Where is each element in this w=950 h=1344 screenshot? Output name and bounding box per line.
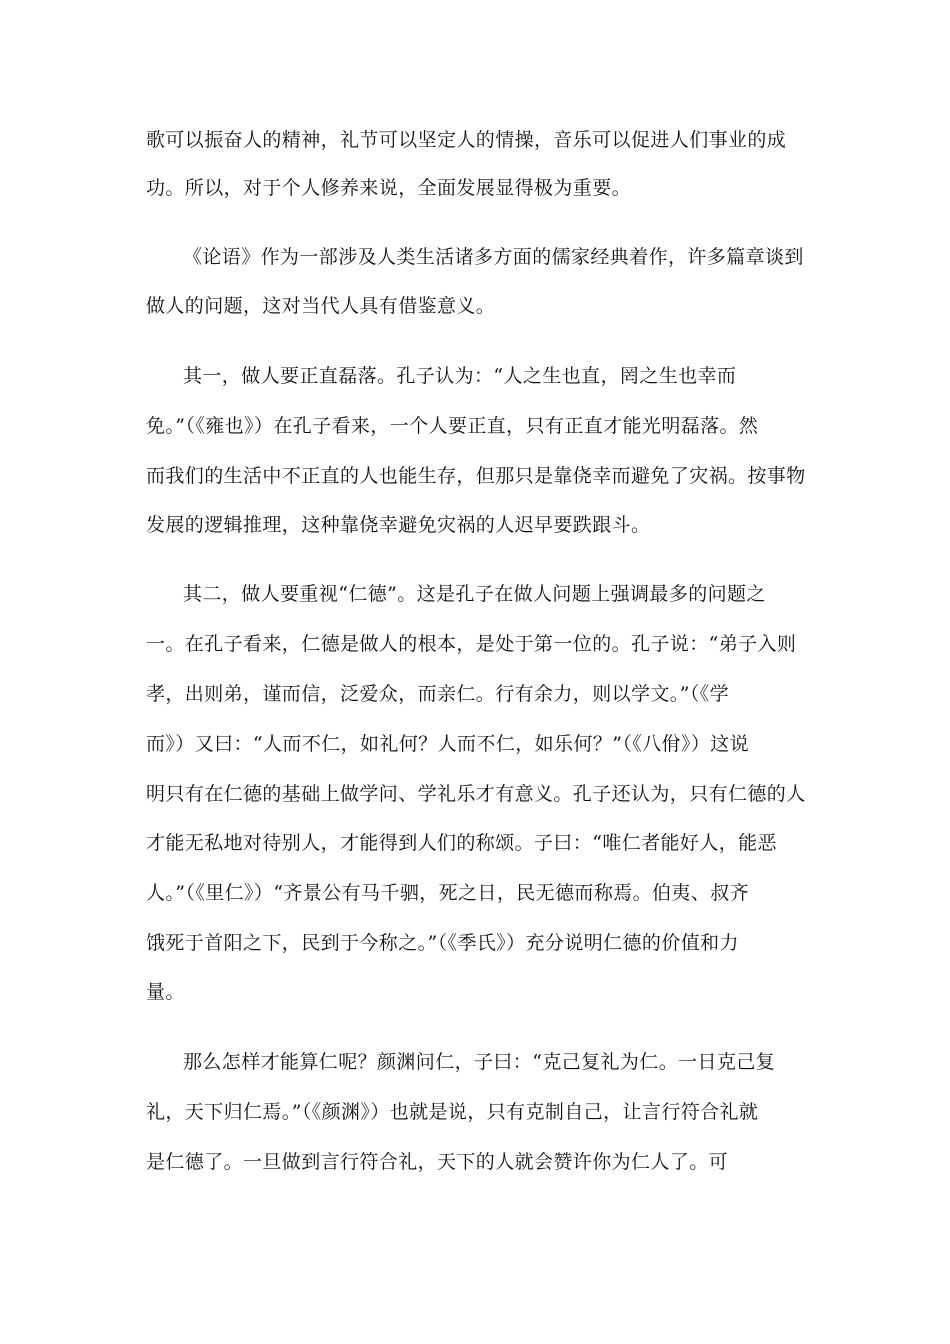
text-line: 明只有在仁德的基础上做学问、学礼乐才有意义。孔子还认为，只有仁德的人 [146, 783, 806, 805]
text-line: 其一，做人要正直磊落。孔子认为：“人之生也直，罔之生也幸而 [183, 365, 737, 387]
text-line: 那么怎样才能算仁呢？颜渊问仁，子曰：“克己复礼为仁。一日克己复 [183, 1051, 776, 1073]
text-line: 一。在孔子看来，仁德是做人的根本，是处于第一位的。孔子说：“弟子入则 [146, 633, 797, 655]
text-line: 《论语》作为一部涉及人类生活诸多方面的儒家经典着作，许多篇章谈到 [183, 246, 804, 268]
text-line: 人。”（《里仁》）“齐景公有马千驷，死之日，民无德而称焉。伯夷、叔齐 [146, 882, 750, 904]
text-line: 而我们的生活中不正直的人也能生存，但那只是靠侥幸而避免了灾祸。按事物 [146, 465, 806, 487]
text-line: 发展的逻辑推理，这种靠侥幸避免灾祸的人迟早要跌跟斗。 [146, 514, 651, 536]
text-line: 歌可以振奋人的精神，礼节可以坚定人的情操，音乐可以促进人们事业的成 [146, 129, 787, 151]
text-line: 做人的问题，这对当代人具有借鉴意义。 [146, 295, 496, 317]
text-line: 功。所以，对于个人修养来说，全面发展显得极为重要。 [146, 177, 632, 199]
text-line: 其二，做人要重视“仁德”。这是孔子在做人问题上强调最多的问题之 [183, 583, 766, 605]
text-line: 饿死于首阳之下，民到于今称之。”（《季氏》）充分说明仁德的价值和力 [146, 932, 739, 954]
text-line: 免。”（《雍也》）在孔子看来，一个人要正直，只有正直才能光明磊落。然 [146, 415, 759, 437]
text-line: 是仁德了。一旦做到言行符合礼，天下的人就会赞许你为仁人了。可 [146, 1151, 729, 1173]
text-line: 礼，天下归仁焉。”（《颜渊》）也就是说，只有克制自己，让言行符合礼就 [146, 1101, 759, 1123]
text-line: 孝，出则弟，谨而信，泛爱众，而亲仁。行有余力，则以学文。”（《学 [146, 683, 730, 705]
text-line: 才能无私地对待别人，才能得到人们的称颂。子曰：“唯仁者能好人，能恶 [146, 832, 777, 854]
text-line: 量。 [146, 981, 185, 1003]
text-line: 而》）又曰：“人而不仁，如礼何？人而不仁，如乐何？”（《八佾》）这说 [146, 733, 750, 755]
